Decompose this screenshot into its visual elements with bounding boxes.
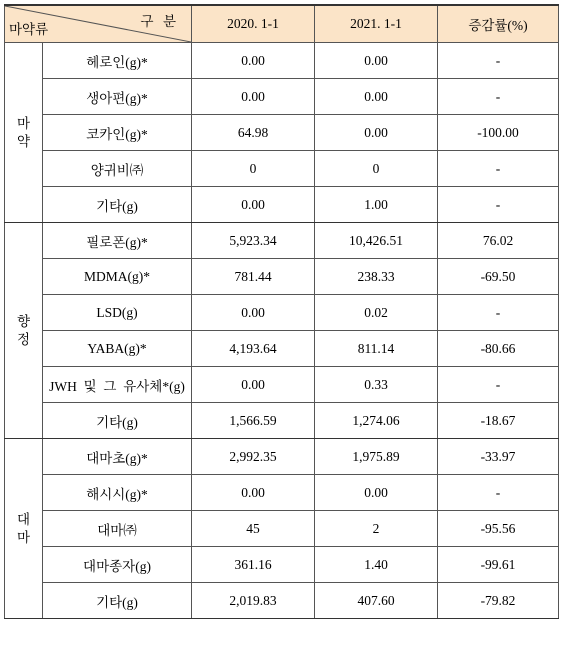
value-2021-cell [315,439,438,475]
table-row [5,475,559,511]
value-2021-text: 0.00 [364,52,388,68]
value-2020-cell [192,547,315,583]
header-category-label: 구 분 [140,14,179,29]
table-row [5,331,559,367]
item-name-text: LSD(g) [96,304,138,320]
value-2021-text: 1.40 [364,556,388,572]
value-2021-cell [315,331,438,367]
value-2020-text: 2,019.83 [229,592,277,608]
change-rate-cell [438,187,559,223]
value-2020-text: 0.00 [241,304,265,320]
change-rate-text: -99.61 [480,556,516,572]
value-2020-cell [192,151,315,187]
value-2020-cell [192,115,315,151]
header-drug-type-label: 마약류 [9,22,49,37]
value-2020-cell [192,511,315,547]
item-name-text: 대마종자(g) [83,558,151,574]
item-name-cell [43,187,192,223]
item-name-text: JWH 및 그 유사체*(g) [49,378,185,394]
value-2020-text: 0 [249,160,257,176]
value-2021-cell [315,547,438,583]
value-2021-cell [315,475,438,511]
value-2020-cell [192,403,315,439]
table-row [5,223,559,259]
item-name-cell [43,295,192,331]
change-rate-text: - [495,304,501,320]
value-2020-text: 2,992.35 [229,448,277,464]
table-row [5,295,559,331]
item-name-cell [43,367,192,403]
value-2021-cell [315,187,438,223]
item-name-text: 해시시(g)* [86,486,148,502]
value-2020-cell [192,583,315,619]
change-rate-cell [438,259,559,295]
change-rate-text: -69.50 [480,268,516,284]
value-2021-text: 10,426.51 [349,232,403,248]
change-rate-text: -79.82 [480,592,516,608]
group-label-char: 마 [16,529,31,545]
item-name-text: 대마초(g)* [86,450,148,466]
value-2020-cell [192,223,315,259]
table-row [5,367,559,403]
change-rate-text: - [495,376,501,392]
change-rate-text: 76.02 [482,232,514,248]
value-2020-text: 1,566.59 [229,412,277,428]
item-name-text: 기타(g) [96,198,138,214]
value-2021-text: 0.00 [364,124,388,140]
value-2021-text: 0.00 [364,484,388,500]
value-2021-text: 1.00 [364,196,388,212]
table-row [5,43,559,79]
value-2021-cell [315,583,438,619]
value-2021-cell [315,367,438,403]
table-row [5,259,559,295]
value-2020-text: 0.00 [241,376,265,392]
value-2021-text: 0 [372,160,380,176]
group-label-char: 대 [16,511,31,527]
header-2020: 2020. 1-1 [192,5,315,43]
change-rate-cell [438,151,559,187]
value-2020-text: 0.00 [241,484,265,500]
header-2021: 2021. 1-1 [315,5,438,43]
group-label [5,439,43,619]
value-2021-cell [315,115,438,151]
item-name-cell [43,547,192,583]
table-row [5,151,559,187]
value-2020-text: 64.98 [237,124,269,140]
item-name-text: 코카인(g)* [86,126,148,142]
group-label-char: 정 [16,331,31,347]
value-2020-cell [192,475,315,511]
value-2020-text: 361.16 [234,556,272,572]
item-name-text: 기타(g) [96,414,138,430]
item-name-cell [43,115,192,151]
group-label-char: 마 [16,115,31,131]
change-rate-cell [438,43,559,79]
item-name-text: 헤로인(g)* [86,54,148,70]
change-rate-cell [438,367,559,403]
item-name-text: 대마㈜ [97,522,137,538]
table-row [5,187,559,223]
item-name-cell [43,475,192,511]
change-rate-text: - [495,196,501,212]
change-rate-text: -95.56 [480,520,516,536]
change-rate-cell [438,583,559,619]
value-2021-text: 238.33 [357,268,395,284]
value-2021-text: 0.02 [364,304,388,320]
change-rate-text: - [495,88,501,104]
change-rate-text: -100.00 [477,124,519,140]
value-2021-text: 0.00 [364,88,388,104]
change-rate-cell [438,511,559,547]
value-2020-cell [192,295,315,331]
change-rate-cell [438,547,559,583]
item-name-cell [43,511,192,547]
value-2020-text: 4,193.64 [229,340,277,356]
value-2021-text: 0.33 [364,376,388,392]
item-name-text: 생아편(g)* [86,90,148,106]
table-row [5,79,559,115]
value-2021-cell [315,259,438,295]
value-2021-cell [315,43,438,79]
value-2020-cell [192,367,315,403]
value-2021-text: 2 [372,520,380,536]
change-rate-text: -33.97 [480,448,516,464]
item-name-cell [43,331,192,367]
table-row [5,439,559,475]
group-label-char: 향 [16,313,31,329]
value-2021-cell [315,223,438,259]
table-row [5,403,559,439]
value-2020-text: 45 [246,520,260,536]
header-corner-cell [5,5,192,43]
value-2020-text: 5,923.34 [229,232,277,248]
change-rate-cell [438,475,559,511]
change-rate-cell [438,115,559,151]
value-2021-cell [315,511,438,547]
change-rate-text: - [495,52,501,68]
change-rate-cell [438,403,559,439]
item-name-text: 필로폰(g)* [86,234,148,250]
change-rate-text: -18.67 [480,412,516,428]
item-name-text: 양귀비㈜ [90,162,144,178]
value-2020-cell [192,439,315,475]
change-rate-cell [438,331,559,367]
group-label [5,43,43,223]
item-name-cell [43,79,192,115]
value-2020-text: 0.00 [241,52,265,68]
table-row [5,115,559,151]
change-rate-text: -80.66 [480,340,516,356]
item-name-text: YABA(g)* [87,340,147,356]
change-rate-cell [438,79,559,115]
value-2020-text: 781.44 [234,268,272,284]
value-2021-cell [315,79,438,115]
drug-seizure-table [4,4,559,619]
value-2020-cell [192,259,315,295]
table-row [5,511,559,547]
value-2020-text: 0.00 [241,196,265,212]
value-2020-cell [192,331,315,367]
item-name-cell [43,43,192,79]
item-name-cell [43,439,192,475]
value-2021-cell [315,295,438,331]
table-row [5,583,559,619]
group-label-char: 약 [16,133,31,149]
item-name-text: MDMA(g)* [84,268,150,284]
value-2020-cell [192,79,315,115]
group-label [5,223,43,439]
item-name-cell [43,259,192,295]
item-name-cell [43,403,192,439]
value-2021-text: 811.14 [357,340,395,356]
change-rate-cell [438,223,559,259]
item-name-cell [43,223,192,259]
change-rate-cell [438,439,559,475]
value-2021-cell [315,151,438,187]
item-name-cell [43,583,192,619]
value-2021-text: 1,975.89 [352,448,400,464]
value-2021-text: 1,274.06 [352,412,400,428]
change-rate-text: - [495,484,501,500]
change-rate-cell [438,295,559,331]
change-rate-text: - [495,160,501,176]
value-2021-text: 407.60 [357,592,395,608]
value-2020-text: 0.00 [241,88,265,104]
value-2020-cell [192,187,315,223]
value-2020-cell [192,43,315,79]
value-2021-cell [315,403,438,439]
header-change-rate: 증감률(%) [438,5,559,43]
table-row [5,547,559,583]
item-name-cell [43,151,192,187]
header-row [5,5,559,43]
item-name-text: 기타(g) [96,594,138,610]
